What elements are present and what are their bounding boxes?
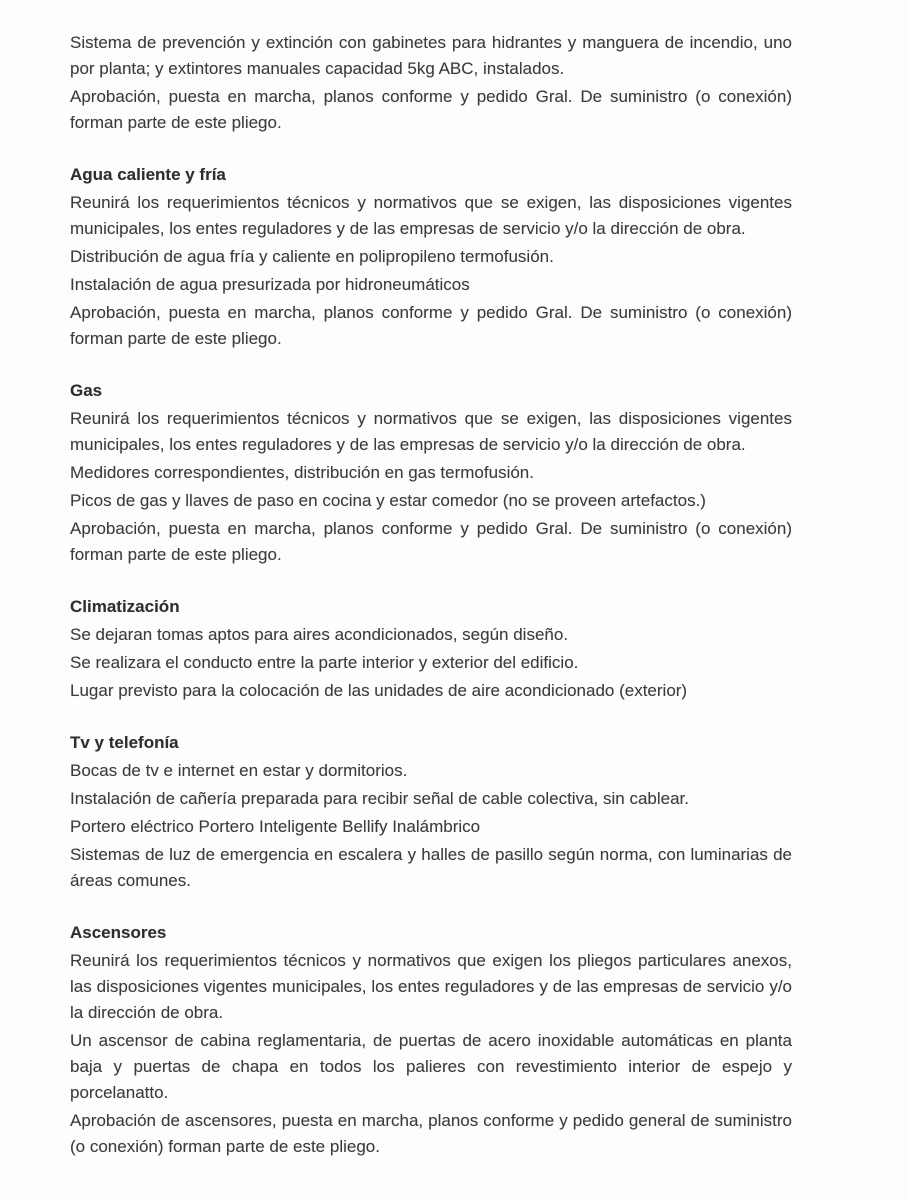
document-content: [70, 30, 792, 1162]
section-heading-ascensores: Ascensores: [70, 923, 167, 942]
paragraph: Aprobación, puesta en marcha, planos conforme y pedido Gral. De suministro (o conexión) forman parte de este pliego.: [70, 303, 792, 348]
paragraph: Reunirá los requerimientos técnicos y normativos que se exigen, las disposiciones vigentes municipales, los entes reguladores y de las empresas de servicio y/o la dirección de obra.: [70, 193, 792, 238]
paragraph: Un ascensor de cabina reglamentaria, de puertas de acero inoxidable automáticas en planta baja y puertas de chapa en todos los palieres con revestimiento interior de espejo y porcelanatto.: [70, 1031, 792, 1102]
section-agua-caliente-y-fria: [70, 162, 792, 352]
paragraph: Aprobación, puesta en marcha, planos conforme y pedido Gral. De suministro (o conexión) forman parte de este pliego.: [70, 519, 792, 564]
paragraph: Se dejaran tomas aptos para aires acondicionados, según diseño.: [70, 625, 569, 644]
section-heading-gas: Gas: [70, 381, 103, 400]
paragraph: Se realizara el conducto entre la parte interior y exterior del edificio.: [70, 653, 579, 672]
paragraph: Picos de gas y llaves de paso en cocina y estar comedor (no se proveen artefactos.): [70, 491, 706, 510]
paragraph: Aprobación, puesta en marcha, planos conforme y pedido Gral. De suministro (o conexión) forman parte de este pliego.: [70, 87, 792, 132]
paragraph: Sistemas de luz de emergencia en escalera y halles de pasillo según norma, con luminarias de áreas comunes.: [70, 845, 792, 890]
paragraph: Lugar previsto para la colocación de las unidades de aire acondicionado (exterior): [70, 681, 688, 700]
section-gas: [70, 378, 792, 568]
paragraph: Bocas de tv e internet en estar y dormitorios.: [70, 761, 408, 780]
paragraph: Instalación de agua presurizada por hidroneumáticos: [70, 275, 470, 294]
paragraph: Distribución de agua fría y caliente en polipropileno termofusión.: [70, 247, 554, 266]
section-climatizacion: [70, 594, 792, 704]
section-sistema-incendio: [70, 30, 792, 136]
section-heading-tv-y-telefonia: Tv y telefonía: [70, 733, 179, 752]
section-tv-y-telefonia: [70, 730, 792, 894]
section-heading-agua-caliente-y-fria: Agua caliente y fría: [70, 165, 226, 184]
paragraph: Medidores correspondientes, distribución en gas termofusión.: [70, 463, 534, 482]
paragraph: Instalación de cañería preparada para recibir señal de cable colectiva, sin cablear.: [70, 789, 689, 808]
section-heading-climatizacion: Climatización: [70, 597, 180, 616]
paragraph: Portero eléctrico Portero Inteligente Bellify Inalámbrico: [70, 817, 481, 836]
section-ascensores: [70, 920, 792, 1160]
paragraph: Reunirá los requerimientos técnicos y normativos que se exigen, las disposiciones vigentes municipales, los entes reguladores y de las empresas de servicio y/o la dirección de obra.: [70, 409, 792, 454]
paragraph: Aprobación de ascensores, puesta en marcha, planos conforme y pedido general de suministro (o conexión) forman parte de este pliego.: [70, 1111, 792, 1156]
paragraph: Reunirá los requerimientos técnicos y normativos que exigen los pliegos particulares anexos, las disposiciones vigentes municipales, los entes reguladores y de las empresas de servicio y/o la dirección de obra.: [70, 951, 792, 1022]
paragraph: Sistema de prevención y extinción con gabinetes para hidrantes y manguera de incendio, uno por planta; y extintores manuales capacidad 5kg ABC, instalados.: [70, 33, 792, 78]
